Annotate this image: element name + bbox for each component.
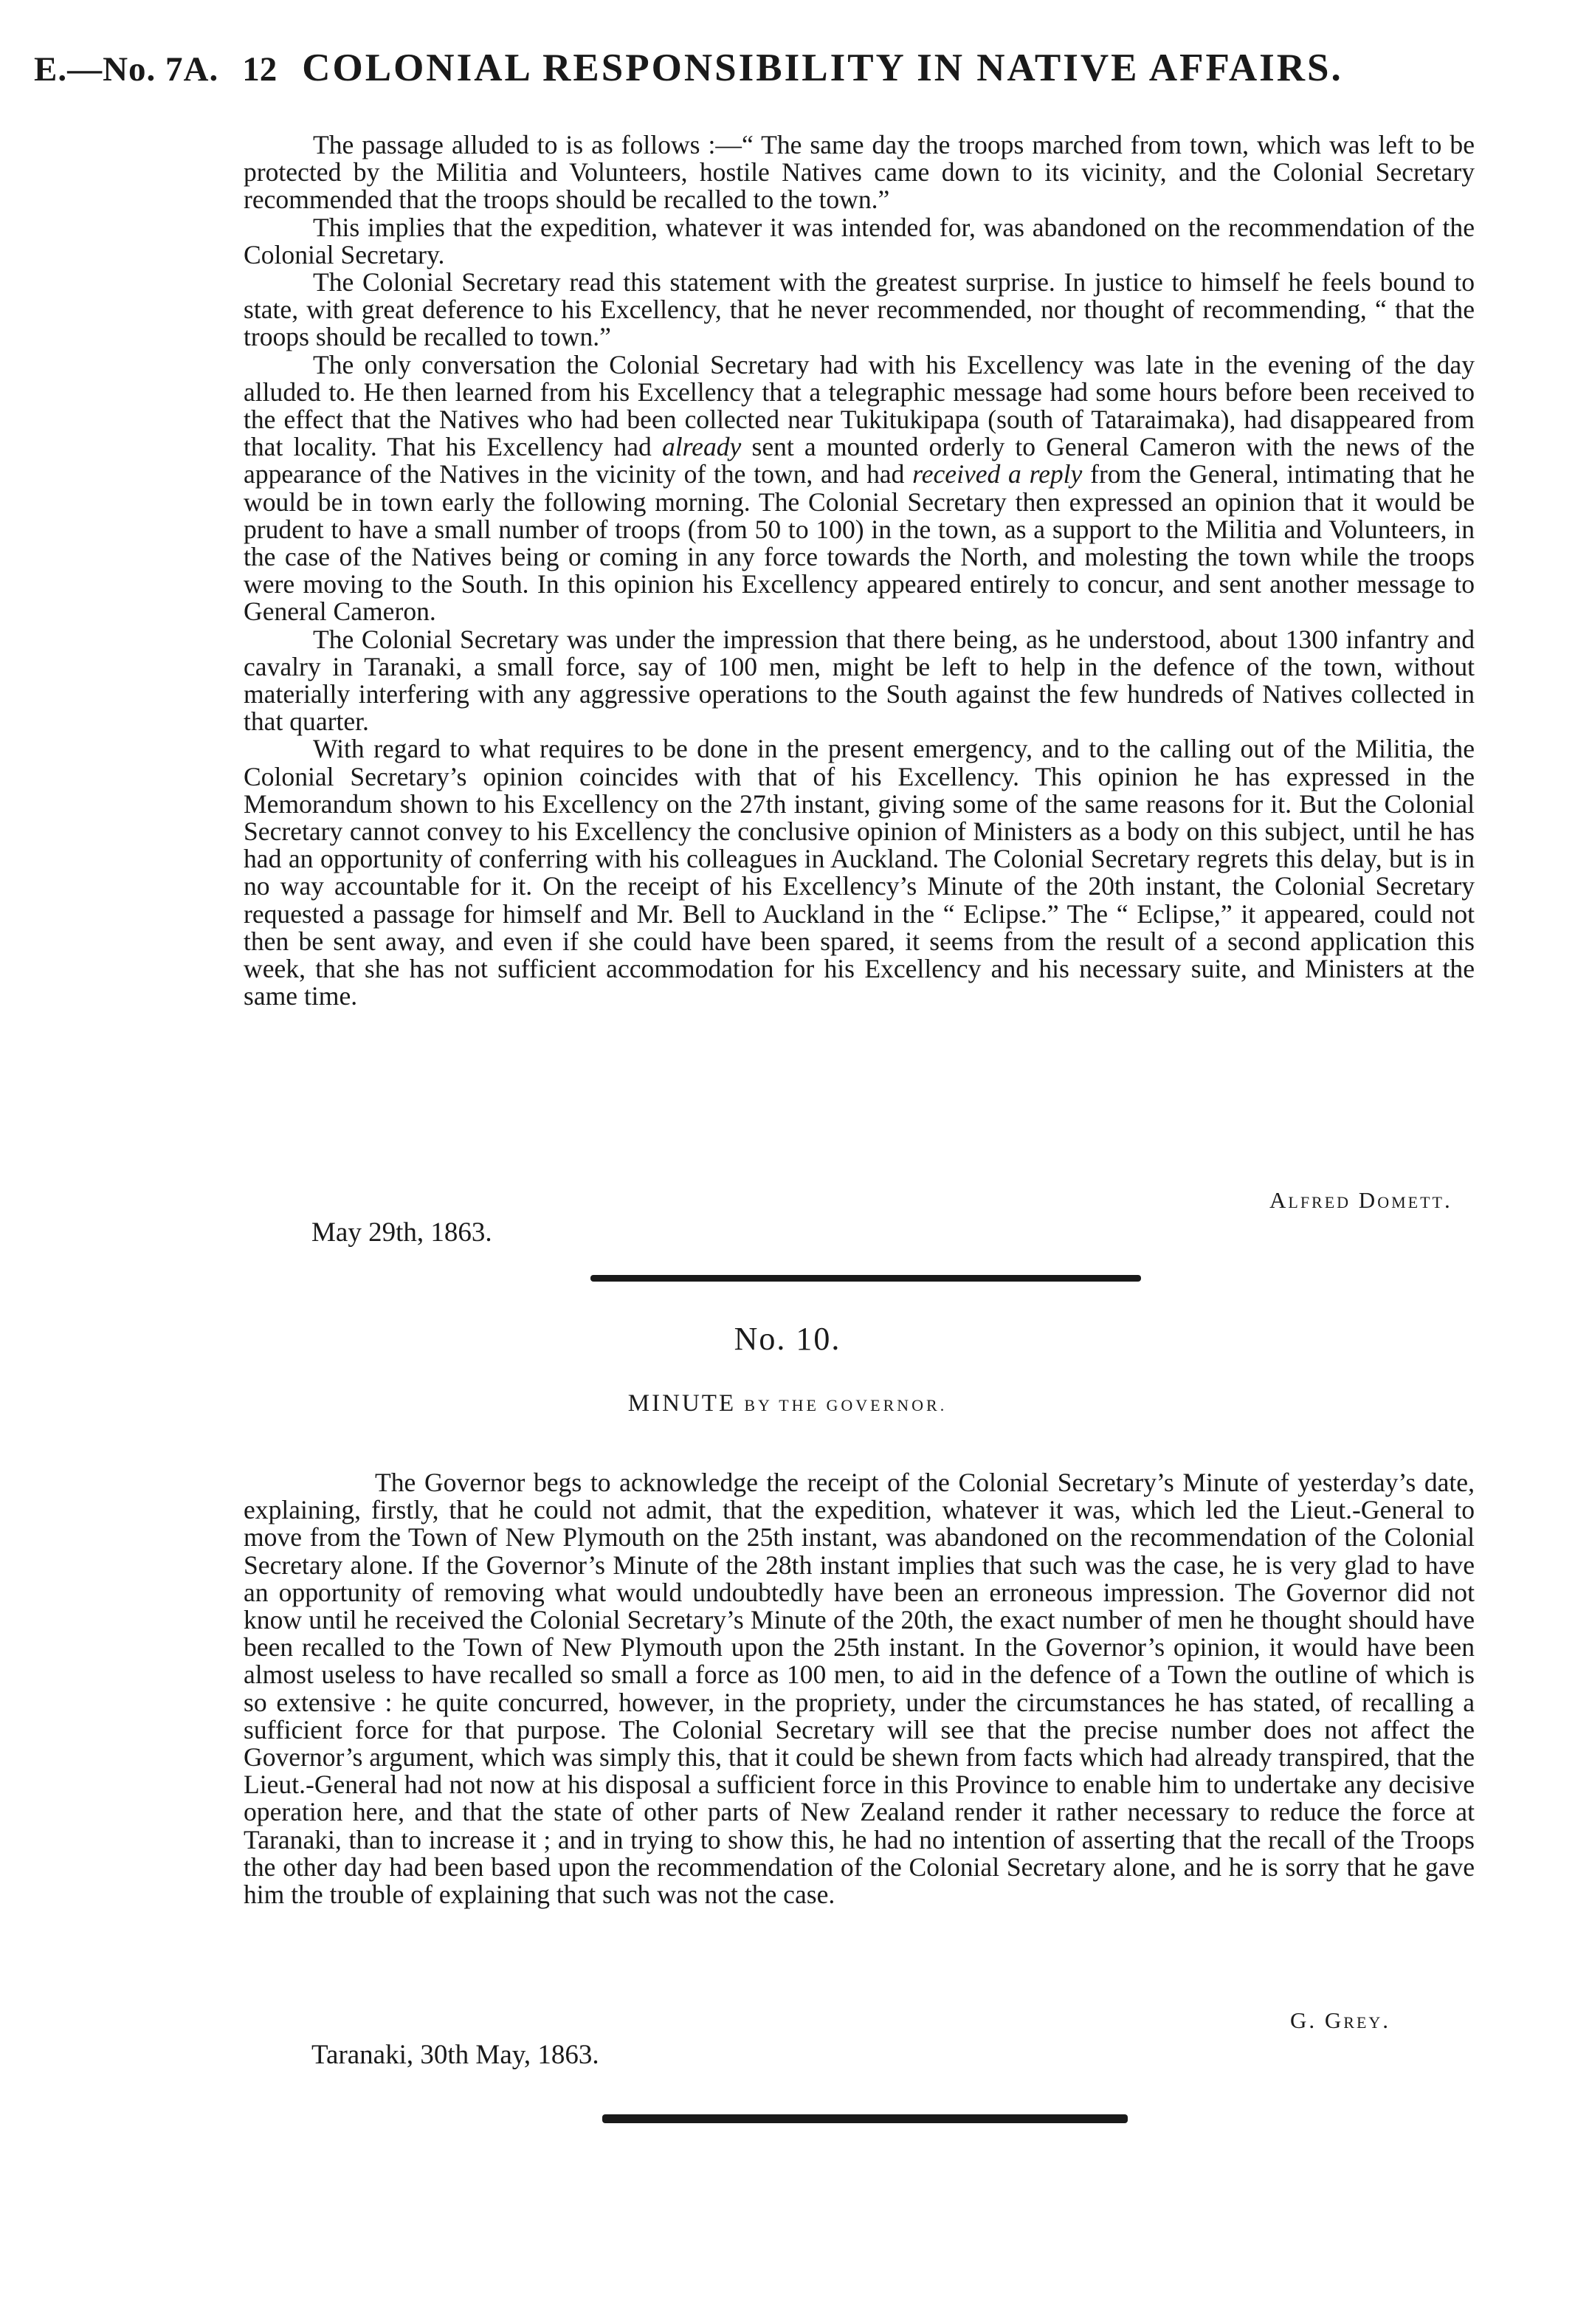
governor-minute [244,1469,1475,1908]
minute-heading [0,1390,1575,1417]
document-reference: E.—No. 7A. [34,50,219,89]
minute-signature: G. Grey. [1290,2007,1391,2033]
memo-signature: Alfred Domett. [1269,1187,1452,1213]
memo-paragraph-2: This implies that the expedition, whatever it was intended for, was abandoned on the recommendation of the Colonial Secretary. [244,212,1475,269]
minute-paragraph: The Governor begs to acknowledge the receipt of the Colonial Secretary’s Minute of yesterday’s date, explaining, firstly, that he could not admit, that the expedition, whatever it was, which led the Lieut.-General to move from the Town of New Plymouth on the 25th instant, was abandoned on the recommendation of the Colonial Secretary alone. If the Governor’s Minute of the 28th instant implies that such was the case, he is very glad to have an opportunity of removing what would undoubtedly have been an erroneous impression. The Governor did not know until he received the Colonial Secretary’s Minute of the 20th, the exact number of men he thought should have been recalled to the Town of New Plymouth upon the 25th instant. In the Governor’s opinion, it would have been almost useless to have recalled so small a force as 100 men, to aid in the defence of a Town the outline of which is so extensive : he quite concurred, however, in the propriety, under the circumstances he has stated, of recalling a sufficient force for that purpose. The Colonial Secretary will see that the precise number does not affect the Governor’s argument, which was simply this, that it could be shewn from facts which had already transpired, that the Lieut.-General had not now at his disposal a sufficient force in this Province to enable him to undertake any decisive operation here, and that the state of other parts of New Zealand render it rather necessary to reduce the force at Taranaki, than to increase it ; and in trying to show this, he had no intention of asserting that the recall of the Troops the other day had been based upon the recommendation of the Colonial Secretary alone, and he is sorry that he gave him the trouble of explaining that such was not the case. [244,1468,1475,1910]
document-number: No. 10. [734,1321,841,1357]
memo-date: May 29th, 1863. [311,1217,492,1248]
page-header [34,49,1451,88]
page-title: COLONIAL RESPONSIBILITY IN NATIVE AFFAIRS. [302,47,1343,89]
end-rule [602,2114,1128,2123]
memo-paragraph-1: The passage alluded to is as follows :—“ The same day the troops marched from town, which was left to be protected by the Militia and Volunteers, hostile Natives came down to its vicinity, and the Colonial Secretary recommended that the troops should be recalled to the town.” [244,130,1475,215]
memo-paragraph-5: The Colonial Secretary was under the impression that there being, as he understood, about 1300 infantry and cavalry in Taranaki, a small force, say of 100 men, might be left to help in the defence of the town, without materially interfering with any aggressive operations to the South against the few hundreds of Natives collected in that quarter. [244,624,1475,737]
minute-date: Taranaki, 30th May, 1863. [311,2040,599,2070]
minute-heading-main: MINUTE [627,1390,737,1417]
page-number: 12 [242,50,278,89]
memo-paragraph-4-part-a: The only conversation the Colonial Secretary had with his Excellency was late in the evening of the day alluded to. He then learned from his Excellency that a telegraphic message had some hours before been received to the effect that the Natives who had been collected near Tukitukipapa (south of Tataraimaka), had disappeared from that locality. That his Excellency had [244,349,1475,462]
memo-emphasis-already: already [661,432,742,462]
memo-paragraph-3: The Colonial Secretary read this statement with the greatest surprise. In justice to himself he feels bound to state, with great deference to his Excellency, that he never recommended, nor thought of recommending, “ that the troops should be recalled to town.” [244,267,1475,352]
minute-heading-sub: BY THE GOVERNOR. [744,1396,948,1414]
colonial-secretary-memo [244,131,1475,1011]
memo-paragraph-4-part-b: sent a mounted orderly to General Cameron with the news of the appearance of the Natives in the vicinity of the town, and had [244,432,1475,489]
memo-emphasis-received-a-reply: received a reply [912,459,1083,489]
memo-paragraph-4-part-c: from the General, intimating that he would be in town early the following morning. The Colonial Secretary then expressed an opinion that it would be prudent to have a small number of troops (from 50 to 100) in the town, as a support to the Militia and Volunteers, in the case of the Natives being or coming in any force towards the North, and molesting the town while the troops were moving to the South. In this opinion his Excellency appeared entirely to concur, and sent another message to General Cameron. [244,459,1475,627]
section-divider-rule [590,1275,1141,1282]
memo-paragraph-6: With regard to what requires to be done in the present emergency, and to the calling out of the Militia, the Colonial Secretary’s opinion coincides with that of his Excellency. This opinion he has expressed in the Memorandum shown to his Excellency on the 27th instant, giving some of the same reasons for it. But the Colonial Secretary cannot convey to his Excellency the conclusive opinion of Ministers as a body on this subject, until he has had an opportunity of conferring with his colleagues in Auckland. The Colonial Secretary regrets this delay, but is in no way accountable for it. On the receipt of his Excellency’s Minute of the 20th instant, the Colonial Secretary requested a passage for himself and Mr. Bell to Auckland in the “ Eclipse.” The “ Eclipse,” it appeared, could not then be sent away, and even if she could have been spared, it seems from the result of a second application this week, that she has not sufficient accommodation for his Excellency and his necessary suite, and Ministers at the same time. [244,734,1475,1011]
memo-paragraph-4 [244,351,1475,626]
